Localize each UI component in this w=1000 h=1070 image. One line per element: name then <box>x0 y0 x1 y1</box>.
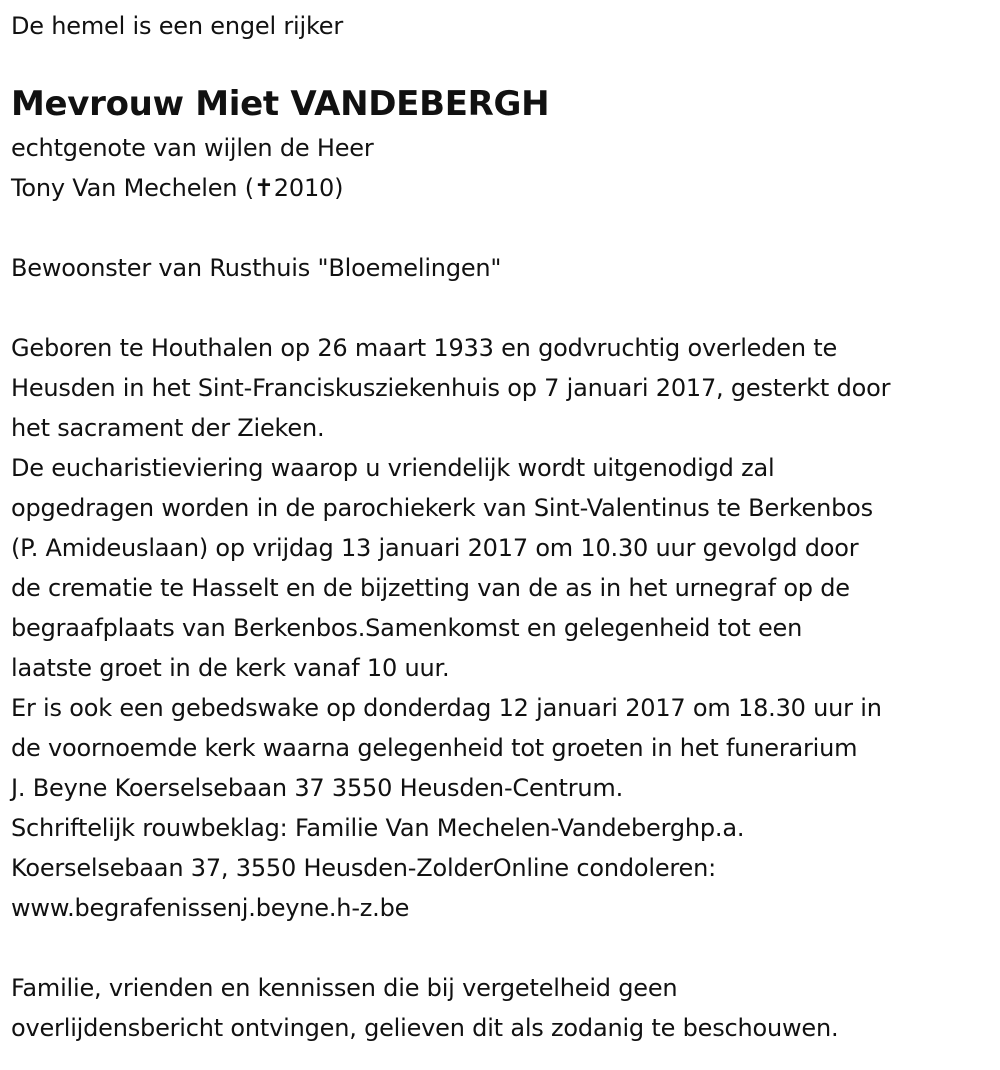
body-line: opgedragen worden in de parochiekerk van Sint-Valentinus te Berkenbos <box>11 494 873 522</box>
spouse-line: echtgenote van wijlen de Heer <box>11 134 374 162</box>
deceased-name: Mevrouw Miet VANDEBERGH <box>11 84 550 124</box>
body-line: Heusden in het Sint-Franciskusziekenhuis op 7 januari 2017, gesterkt door <box>11 374 891 402</box>
closing-line: overlijdensbericht ontvingen, gelieven dit als zodanig te beschouwen. <box>11 1014 839 1042</box>
body-line: (P. Amideuslaan) op vrijdag 13 januari 2017 om 10.30 uur gevolgd door <box>11 534 859 562</box>
intro-text: De hemel is een engel rijker <box>11 12 344 40</box>
spacer <box>11 208 996 248</box>
closing-note <box>11 968 996 1048</box>
spacer <box>11 288 996 328</box>
body-line: het sacrament der Zieken. <box>11 414 325 442</box>
spouse-info <box>11 128 996 208</box>
body-line: Schriftelijk rouwbeklag: Familie Van Mechelen-Vandeberghp.a. <box>11 814 745 842</box>
spouse-line: Tony Van Mechelen (✝2010) <box>11 174 344 202</box>
body-line: laatste groet in de kerk vanaf 10 uur. <box>11 654 450 682</box>
body-line: De eucharistieviering waarop u vriendelijk wordt uitgenodigd zal <box>11 454 775 482</box>
body-line: Geboren te Houthalen op 26 maart 1933 en godvruchtig overleden te <box>11 334 838 362</box>
residence-text: Bewoonster van Rusthuis "Bloemelingen" <box>11 254 502 282</box>
spacer <box>11 928 996 968</box>
body-line: de crematie te Hasselt en de bijzetting van de as in het urnegraf op de <box>11 574 850 602</box>
notice-body <box>11 328 996 928</box>
body-line: begraafplaats van Berkenbos.Samenkomst en gelegenheid tot een <box>11 614 803 642</box>
body-line: Koerselsebaan 37, 3550 Heusden-ZolderOnline condoleren: <box>11 854 717 882</box>
condolence-url: www.begrafenissenj.beyne.h-z.be <box>11 894 410 922</box>
body-line: Er is ook een gebedswake op donderdag 12 januari 2017 om 18.30 uur in <box>11 694 882 722</box>
body-line: de voornoemde kerk waarna gelegenheid tot groeten in het funerarium <box>11 734 858 762</box>
body-line: J. Beyne Koerselsebaan 37 3550 Heusden-Centrum. <box>11 774 624 802</box>
death-notice <box>11 6 996 1048</box>
closing-line: Familie, vrienden en kennissen die bij vergetelheid geen <box>11 974 678 1002</box>
